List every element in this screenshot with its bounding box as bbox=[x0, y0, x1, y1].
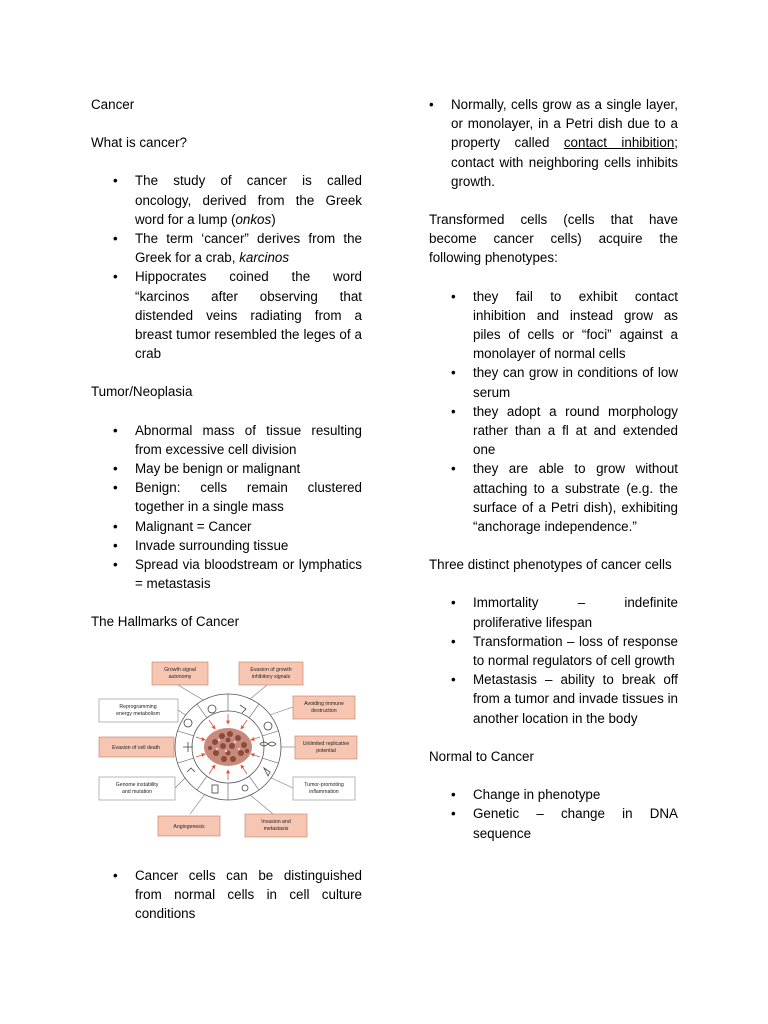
bullet-icon: • bbox=[113, 518, 118, 534]
list-item: • The term ‘cancer” derives from the Greek for a crab, karcinos bbox=[113, 231, 362, 266]
bullet-icon: • bbox=[113, 422, 118, 438]
hallmark-box-tumor-promoting-inflammation bbox=[293, 777, 355, 800]
bullet-icon: • bbox=[113, 557, 118, 573]
list-item: • Spread via bloodstream or lymphatics = metastasis bbox=[113, 557, 362, 592]
list-item: • Malignant = Cancer bbox=[91, 517, 362, 536]
svg-text:Avoiding immune: Avoiding immune bbox=[304, 701, 344, 707]
page-title: Cancer bbox=[91, 97, 135, 112]
hallmark-box-evasion-growth-inhibitory bbox=[239, 662, 303, 685]
list-item: • they fail to exhibit contact inhibition and instead grow as piles of cells or “foci” against a monolayer of normal cells bbox=[451, 288, 678, 362]
hallmark-box-invasion-metastasis bbox=[245, 814, 307, 837]
bullet-icon: • bbox=[113, 480, 118, 496]
bullet-icon: • bbox=[451, 787, 456, 803]
tumor-heading: Tumor/Neoplasia bbox=[91, 384, 193, 400]
hallmark-box-reprogramming-energy bbox=[99, 699, 178, 722]
list-item: • Benign: cells remain clustered together in a single mass bbox=[113, 480, 362, 515]
left-column bbox=[91, 95, 362, 632]
svg-text:inhibitory signals: inhibitory signals bbox=[251, 674, 291, 680]
list-item: • they are able to grow without attaching to a substrate (e.g. the surface of a Petri dish), exhibiting “anchorage independence.” bbox=[451, 461, 678, 535]
list-item: • Metastasis – ability to break off from a tumor and invade tissues in another location in the body bbox=[451, 672, 678, 726]
three-phenotypes-list bbox=[429, 593, 678, 727]
list-item: • Hippocrates coined the word “karcinos after observing that distended veins radiating from a breast tumor resembled the leges of a crab bbox=[113, 269, 362, 362]
bullet-icon: • bbox=[113, 461, 118, 477]
svg-text:Evasion of growth: Evasion of growth bbox=[250, 667, 292, 673]
hallmark-box-angiogenesis bbox=[158, 816, 220, 836]
bullet-icon: • bbox=[113, 868, 118, 883]
bullet-icon: • bbox=[451, 672, 456, 688]
hallmark-box-unlimited-replicative bbox=[295, 736, 357, 759]
svg-text:and mutation: and mutation bbox=[122, 789, 152, 795]
svg-text:Invasion and: Invasion and bbox=[261, 819, 291, 825]
list-item: • Normally, cells grow as a single layer, or monolayer, in a Petri dish due to a property called contact inhibition; contact with neighboring cells inhibits growth. bbox=[429, 97, 678, 189]
list-item: • Genetic – change in DNA sequence bbox=[451, 806, 678, 841]
bullet-icon: • bbox=[451, 806, 456, 822]
what-is-cancer-heading: What is cancer? bbox=[91, 135, 188, 151]
svg-text:Evasion of cell death: Evasion of cell death bbox=[112, 745, 160, 751]
bullet-icon: • bbox=[451, 365, 456, 381]
hallmark-box-avoiding-immune bbox=[293, 696, 355, 719]
list-item: • they adopt a round morphology rather than a fl at and extended one bbox=[451, 403, 678, 458]
bullet-icon: • bbox=[451, 633, 456, 649]
svg-text:destruction: destruction bbox=[311, 708, 337, 714]
list-item: • Change in phenotype bbox=[429, 785, 678, 804]
svg-text:Angiogenesis: Angiogenesis bbox=[173, 824, 205, 830]
bullet-icon: • bbox=[451, 288, 456, 304]
tumor-cluster bbox=[204, 728, 252, 766]
svg-text:energy metabolism: energy metabolism bbox=[116, 711, 160, 717]
list-item: • The study of cancer is called oncology, derived from the Greek word for a lump (onkos) bbox=[113, 173, 362, 227]
svg-text:Tumor-promoting: Tumor-promoting bbox=[304, 782, 344, 788]
list-item: • Invade surrounding tissue bbox=[91, 536, 362, 555]
hallmarks-heading: The Hallmarks of Cancer bbox=[91, 614, 240, 630]
three-phenotypes-heading: Three distinct phenotypes of cancer cells bbox=[429, 557, 672, 573]
tumor-list bbox=[91, 421, 362, 594]
normal-to-cancer-heading: Normal to Cancer bbox=[429, 748, 534, 764]
bullet-icon: • bbox=[113, 231, 118, 247]
svg-text:metastasis: metastasis bbox=[263, 826, 289, 832]
hallmark-box-evasion-cell-death bbox=[99, 737, 174, 757]
list-item: • May be benign or malignant bbox=[91, 459, 362, 478]
svg-text:potential: potential bbox=[316, 748, 336, 754]
bullet-icon: • bbox=[451, 461, 456, 477]
svg-text:Growth signal: Growth signal bbox=[164, 667, 196, 673]
normal-to-cancer-list bbox=[429, 785, 678, 843]
bullet-icon: • bbox=[113, 537, 118, 553]
culture-note bbox=[91, 866, 362, 924]
bullet-icon: • bbox=[113, 173, 118, 189]
list-item: • they can grow in conditions of low serum bbox=[451, 365, 678, 400]
svg-text:inflammation: inflammation bbox=[309, 789, 339, 795]
svg-text:Unlimited replicative: Unlimited replicative bbox=[302, 741, 350, 747]
transformed-list bbox=[429, 287, 678, 537]
what-is-cancer-list bbox=[91, 171, 362, 363]
svg-text:autonomy: autonomy bbox=[168, 674, 192, 680]
svg-text:Reprogramming: Reprogramming bbox=[119, 704, 157, 710]
hallmark-box-genome-instability bbox=[99, 777, 175, 800]
list-item: • Transformation – loss of response to normal regulators of cell growth bbox=[451, 633, 678, 669]
list-item: • Immortality – indefinite proliferative lifespan bbox=[451, 595, 678, 630]
list-item: • Abnormal mass of tissue resulting from excessive cell division bbox=[113, 422, 362, 457]
bullet-icon: • bbox=[429, 97, 434, 112]
list-item: • Cancer cells can be distinguished from normal cells in cell culture conditions bbox=[113, 868, 362, 922]
contact-inhibition-term: contact inhibition bbox=[563, 135, 675, 151]
svg-text:Genome instability: Genome instability bbox=[115, 782, 159, 788]
hallmarks-diagram bbox=[95, 654, 367, 842]
bullet-icon: • bbox=[451, 595, 456, 611]
bullet-icon: • bbox=[113, 269, 118, 285]
hallmark-box-growth-signal bbox=[152, 662, 208, 685]
right-column bbox=[429, 95, 678, 843]
bullet-icon: • bbox=[451, 403, 456, 419]
transformed-intro: Transformed cells (cells that have become cancer cells) acquire the following phenotypes: bbox=[429, 212, 678, 266]
